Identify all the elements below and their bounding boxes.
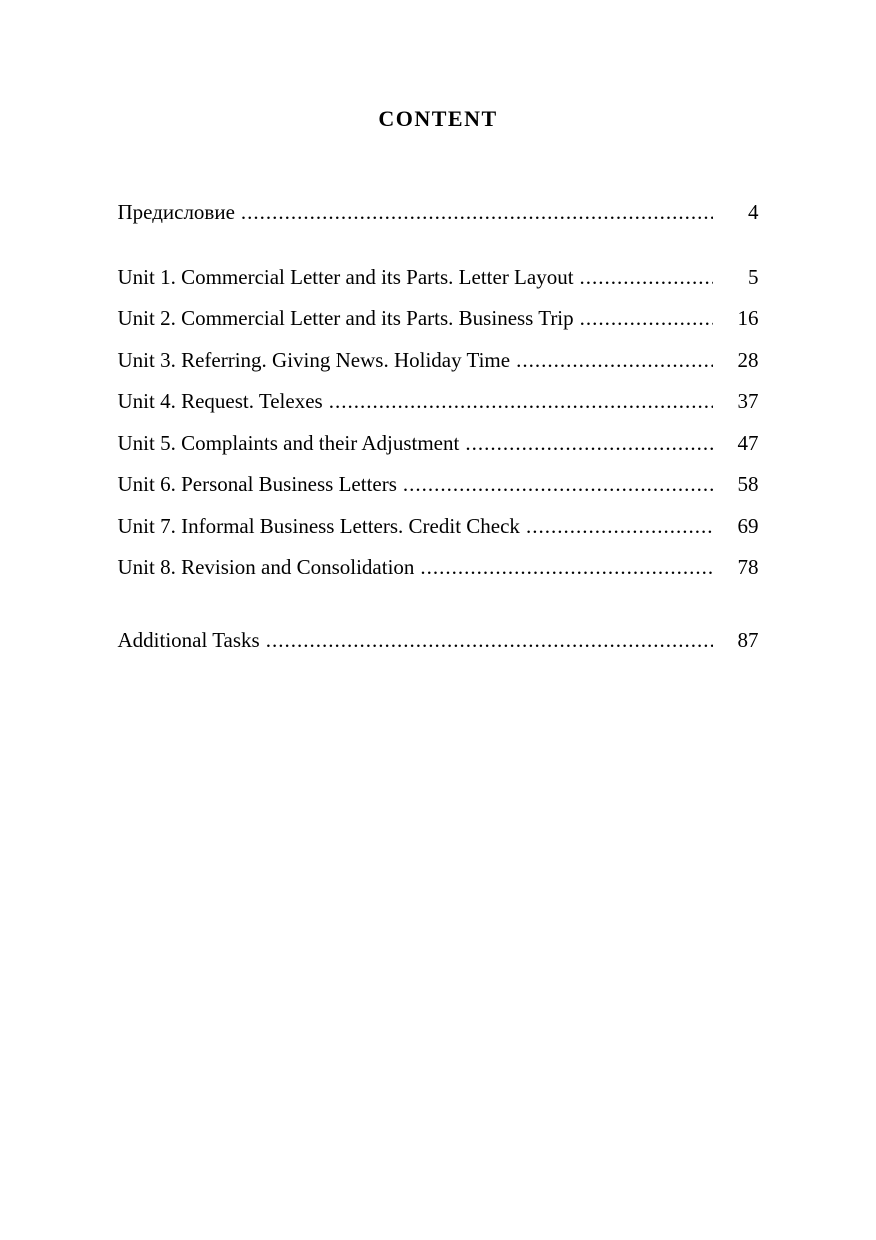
dot-leader [329,381,713,423]
dot-leader [266,620,713,662]
page-number: 5 [748,264,759,289]
toc-entry-unit-5 [118,423,759,465]
toc-entry-label: Unit 1. Commercial Letter and its Parts. Letter Layout [117,264,574,289]
dot-leader [526,506,713,548]
toc-entry-label: Unit 6. Personal Business Letters [117,472,397,496]
toc-entry-label: Unit 2. Commercial Letter and its Parts. Business Trip [117,306,574,330]
toc-entry-unit-2 [118,298,759,340]
page-number: 28 [737,347,759,372]
page-number: 16 [737,306,759,330]
table-of-contents [118,192,759,661]
toc-entry-unit-8 [118,547,759,589]
toc-entry-unit-7 [118,506,759,548]
toc-entry-additional-tasks [118,620,759,662]
toc-entry-preface [118,192,759,234]
page-number: 69 [737,513,759,538]
page-number: 37 [737,389,759,413]
toc-entry-unit-6 [118,464,759,506]
toc-entry-unit-1 [118,257,759,299]
toc-entry-unit-4 [118,381,759,423]
toc-entry-label: Additional Tasks [117,627,260,652]
toc-entry-label: Unit 4. Request. Telexes [117,389,323,413]
dot-leader [580,298,713,340]
page-number: 47 [737,430,759,455]
dot-leader [516,340,712,382]
page-number: 58 [737,472,759,496]
toc-entry-label: Unit 8. Revision and Consolidation [117,555,415,579]
toc-entry-label: Предисловие [117,200,235,224]
dot-leader [403,464,713,506]
toc-entry-unit-3 [118,340,759,382]
toc-entry-label: Unit 5. Complaints and their Adjustment [117,430,460,455]
page-number: 4 [748,200,759,224]
page-title: CONTENT [378,106,498,131]
page-number: 87 [737,627,759,652]
toc-units-section [118,257,759,589]
dot-leader [420,547,712,589]
dot-leader [580,257,713,299]
toc-entry-label: Unit 7. Informal Business Letters. Credit Check [117,513,520,538]
dot-leader [465,423,712,465]
dot-leader [241,192,713,234]
toc-entry-label: Unit 3. Referring. Giving News. Holiday Time [117,347,511,372]
page-number: 78 [737,555,759,579]
